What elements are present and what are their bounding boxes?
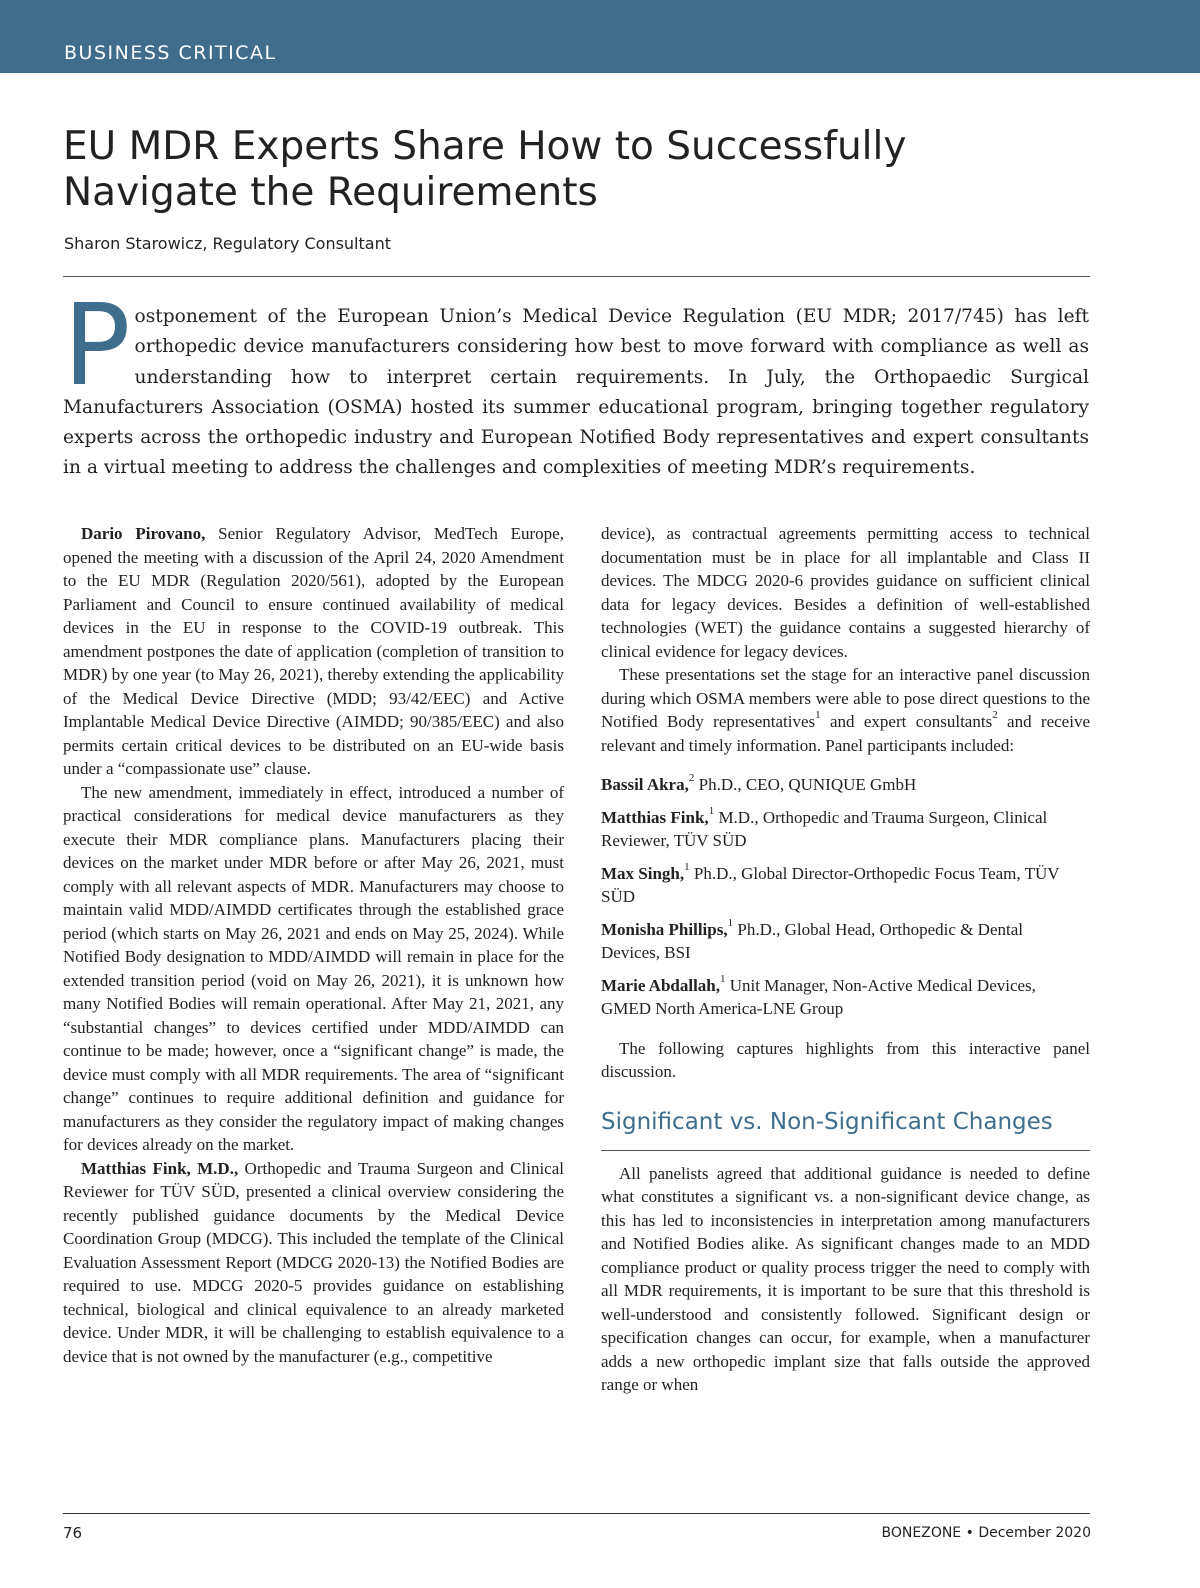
body-paragraph: Dario Pirovano, Senior Regulatory Advisor, MedTech Europe, opened the meeting with a discussion of the April 24, 2020 Amendment to the EU MDR (Regulation 2020/561), adopted by the European Parliament and Council to ensure continued availability of medical devices in the EU in response to the COVID-19 outbreak. This amendment postpones the date of application (completion of transition to MDR) by one year (to May 26, 2021), thereby extending the applicability of the Medical Device Directive (MDD; 93/42/EEC) and Active Implantable Medical Device Directive (AIMDD; 90/385/EEC) and also permits certain critical devices to be distributed on an EU-wide basis under a “compassionate use” clause. [63, 524, 564, 778]
article-title: EU MDR Experts Share How to Successfully Navigate the Requirements [63, 124, 907, 215]
panelist-entry: Max Singh,$^1$ Ph.D., Global Director-Orthopedic Focus Team, TÜV SÜD [601, 860, 1060, 906]
footer-divider [63, 1513, 1090, 1514]
left-column [63, 522, 564, 1368]
body-paragraph: device), as contractual agreements permitting access to technical documentation must be in place for all implantable and Class II devices. The MDCG 2020-6 provides guidance on sufficient clinical data for legacy devices. Besides a definition of well-established technologies (WET) the guidance contains a suggested hierarchy of clinical evidence for legacy devices. [601, 524, 1090, 661]
body-paragraph: These presentations set the stage for an interactive panel discussion during which OSMA members were able to pose direct questions to the Notified Body representatives$^1$ and expert consultants$^2$ and receive relevant and timely information. Panel participants included: [601, 665, 1090, 755]
panelist-entry: Monisha Phillips,$^1$ Ph.D., Global Head, Orthopedic & Dental Devices, BSI [601, 916, 1023, 962]
article-byline: Sharon Starowicz, Regulatory Consultant [64, 234, 391, 253]
right-column [601, 522, 1090, 1397]
speaker-name: Dario Pirovano, [81, 524, 206, 543]
section-label: BUSINESS CRITICAL [64, 42, 277, 64]
body-paragraph: All panelists agreed that additional guidance is needed to define what constitutes a significant vs. a non-significant device change, as this has led to inconsistencies in interpretation among manufacturers and Notified Bodies alike. As significant changes made to an MDD compliance product or quality process trigger the need to comply with all MDR requirements, it is important to be sure that this threshold is well-understood and consistently followed. Significant design or specification changes can occur, for example, when a manufacturer adds a new orthopedic implant size that falls outside the approved range or when [601, 1163, 1090, 1394]
lead-paragraph [63, 281, 1089, 484]
panelist-entry: Marie Abdallah,$^1$ Unit Manager, Non-Active Medical Devices, GMED North America-LNE Group [601, 972, 1036, 1018]
lead-text: ostponement of the European Union’s Medical Device Regulation (EU MDR; 2017/745) has left orthopedic device manufacturers considering how best to move forward with compliance as well as understanding how to interpret certain requirements. In July, the Orthopaedic Surgical Manufacturers Association (OSMA) hosted its summer educational program, bringing together regulatory experts across the orthopedic industry and European Notified Body representatives and expert consultants in a virtual meeting to address the challenges and complexities of meeting MDR’s requirements. [63, 306, 1089, 479]
body-paragraph: Matthias Fink, M.D., Orthopedic and Trauma Surgeon and Clinical Reviewer for TÜV SÜD, presented a clinical overview considering the recently published guidance documents by the Medical Device Coordination Group (MDCG). This included the template of the Clinical Evaluation Assessment Report (MDCG 2020-13) the Notified Bodies are required to use. MDCG 2020-5 provides guidance on establishing technical, biological and clinical equivalence to an already marketed device. Under MDR, it will be challenging to establish equivalence to a device that is not owned by the manufacturer (e.g., competitive [63, 1158, 564, 1366]
section-divider [601, 1150, 1090, 1151]
footnote-ref: 2 [992, 709, 998, 721]
drop-cap: P [63, 281, 131, 411]
body-paragraph: The following captures highlights from this interactive panel discussion. [601, 1038, 1090, 1081]
footnote-ref: 1 [815, 709, 821, 721]
publication-info: BONEZONE • December 2020 [881, 1525, 1091, 1541]
page-number: 76 [63, 1524, 83, 1542]
body-paragraph: The new amendment, immediately in effect, introduced a number of practical considerations for medical device manufacturers as they execute their MDR compliance plans. Manufacturers placing their devices on the market under MDR before or after May 26, 2021, must comply with all relevant aspects of MDR. Manufacturers may choose to maintain valid MDD/AIMDD certificates through the established grace period (which starts on May 26, 2021 and ends on May 25, 2024). While Notified Body designation to MDD/AIMDD will remain in place for the extended transition period (void on May 26, 2021), it is unknown how many Notified Bodies will remain operational. After May 21, 2021, any “substantial changes” to devices certified under MDD/AIMDD can continue to be made; however, once a “significant change” is made, the device must comply with all MDR requirements. The area of “significant change” continues to require additional definition and guidance for manufacturers as they consider the regulatory impact of making changes for devices already on the market. [63, 782, 564, 1154]
section-heading: Significant vs. Non-Significant Changes [601, 1108, 1053, 1135]
panelist-entry: Bassil Akra,$^2$ Ph.D., CEO, QUNIQUE GmbH [601, 772, 917, 794]
section-banner [0, 0, 1200, 73]
panelist-entry: Matthias Fink,$^1$ M.D., Orthopedic and Trauma Surgeon, Clinical Reviewer, TÜV SÜD [601, 804, 1048, 850]
speaker-name: Matthias Fink, M.D., [81, 1158, 239, 1178]
panelist-list [601, 773, 1090, 1021]
title-divider [63, 276, 1090, 277]
